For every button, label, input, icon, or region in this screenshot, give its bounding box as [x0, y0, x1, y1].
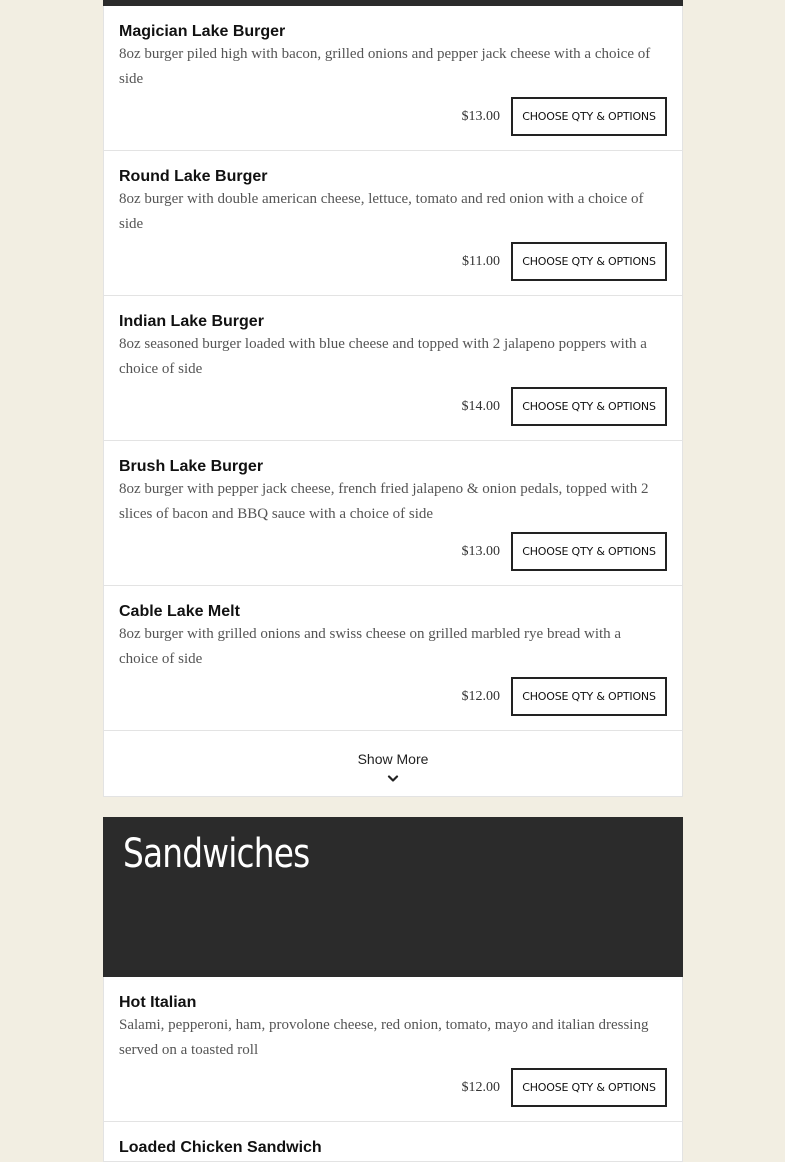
item-price: $13.00 — [461, 108, 500, 124]
item-footer — [462, 387, 668, 426]
item-name: Round Lake Burger — [119, 168, 268, 185]
item-name: Indian Lake Burger — [119, 313, 264, 330]
item-price: $13.00 — [461, 543, 500, 559]
menu-item — [103, 151, 683, 296]
sandwiches-section-header — [103, 817, 683, 977]
chevron-down-icon — [387, 770, 399, 788]
section-title: Sandwiches — [123, 831, 310, 877]
item-price: $11.00 — [462, 253, 500, 269]
item-price: $12.00 — [461, 688, 500, 704]
item-description: 8oz burger with pepper jack cheese, french fried jalapeno & onion pedals, topped with 2 slices of bacon and BBQ sauce with a choice of side — [119, 481, 649, 522]
item-description: 8oz burger with double american cheese, lettuce, tomato and red onion with a choice of side — [119, 191, 644, 232]
menu-column — [103, 0, 683, 1162]
show-more-label: Show More — [357, 751, 429, 767]
show-more-button[interactable] — [103, 731, 683, 797]
menu-item — [103, 977, 683, 1122]
choose-qty-options-button[interactable]: CHOOSE QTY & OPTIONS — [511, 1068, 667, 1107]
choose-qty-options-button[interactable]: CHOOSE QTY & OPTIONS — [511, 677, 667, 716]
item-price: $12.00 — [461, 1079, 500, 1095]
item-description: 8oz burger with grilled onions and swiss cheese on grilled marbled rye bread with a choice of side — [119, 626, 622, 667]
item-name: Brush Lake Burger — [119, 458, 264, 475]
menu-item — [103, 586, 683, 731]
item-footer — [462, 1068, 668, 1107]
item-name: Hot Italian — [119, 994, 197, 1011]
item-footer — [462, 97, 668, 136]
choose-qty-options-button[interactable]: CHOOSE QTY & OPTIONS — [511, 97, 667, 136]
item-footer — [462, 532, 668, 571]
choose-qty-options-button[interactable]: CHOOSE QTY & OPTIONS — [511, 242, 667, 281]
item-description: Salami, pepperoni, ham, provolone cheese, red onion, tomato, mayo and italian dressing served on a toasted roll — [119, 1017, 649, 1058]
item-price: $14.00 — [461, 398, 500, 414]
item-description: 8oz seasoned burger loaded with blue cheese and topped with 2 jalapeno poppers with a choice of side — [119, 336, 647, 377]
item-name: Cable Lake Melt — [119, 603, 240, 620]
choose-qty-options-button[interactable]: CHOOSE QTY & OPTIONS — [511, 387, 667, 426]
menu-item — [103, 296, 683, 441]
item-footer — [462, 677, 668, 716]
menu-item — [103, 1122, 683, 1162]
item-description: 8oz burger piled high with bacon, grilled onions and pepper jack cheese with a choice of side — [119, 46, 651, 87]
choose-qty-options-button[interactable]: CHOOSE QTY & OPTIONS — [511, 532, 667, 571]
item-name: Magician Lake Burger — [119, 23, 286, 40]
menu-item — [103, 441, 683, 586]
item-footer — [462, 242, 667, 281]
menu-item — [103, 6, 683, 151]
item-name: Loaded Chicken Sandwich — [119, 1139, 322, 1156]
